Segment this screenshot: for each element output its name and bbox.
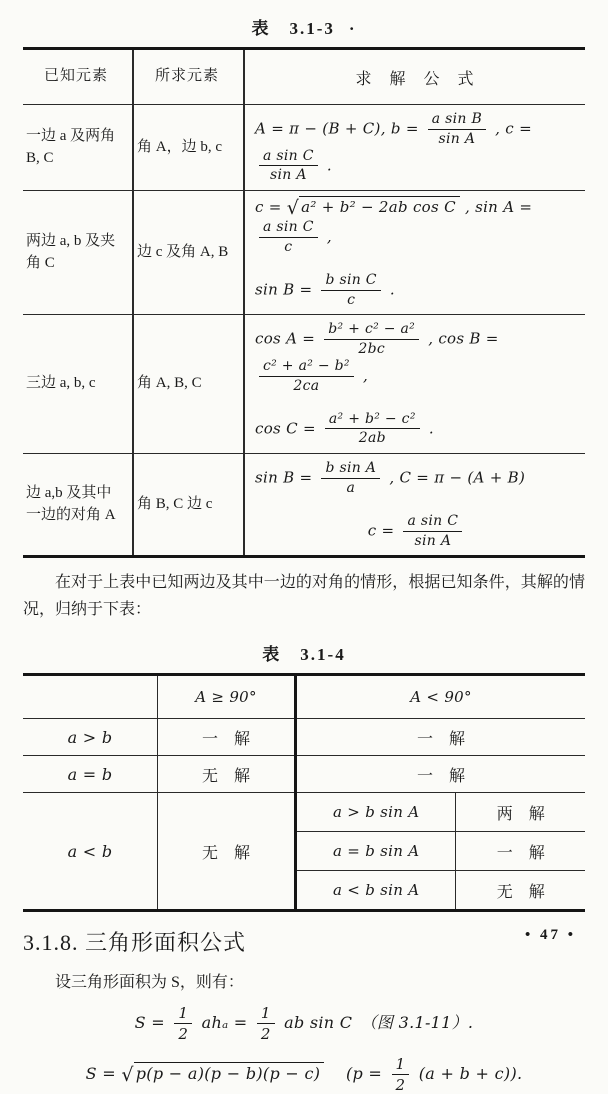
find-cell: 角 A，边 b, c — [133, 105, 244, 191]
fraction: $\frac{\text{a sin C}}{c}$ — [259, 219, 318, 256]
condition-cell: a < b — [23, 793, 158, 911]
fraction: $\frac{\text{a² + b² − c²}}{2ab}$ — [325, 411, 420, 448]
nested-condition: a < b sin A — [297, 871, 456, 909]
table-row — [23, 454, 585, 557]
header-solution-formula: 求 解 公 式 — [244, 49, 585, 105]
condition-cell: a = b — [23, 756, 158, 793]
formula-line — [255, 111, 579, 184]
formula-text: sin B = — [255, 280, 313, 299]
fraction: $\frac{\text{b sin C}}{c}$ — [321, 272, 380, 309]
header-a-lt-90: A < 90° — [296, 675, 586, 719]
find-cell: 角 A, B, C — [133, 315, 244, 454]
result-cell: 无 解 — [158, 756, 296, 793]
fraction: $\frac{1}{2}$ — [174, 1004, 192, 1043]
solution-cases-table — [23, 673, 585, 912]
result-cell: 一 解 — [296, 719, 586, 756]
section-heading: 3.1.8. 三角形面积公式 — [23, 930, 247, 956]
formula-text: cos A = — [255, 329, 316, 348]
formula-cell — [244, 191, 585, 315]
area-formula-1 — [23, 1004, 585, 1043]
formula-text: (p = — [329, 1064, 383, 1084]
fraction: $\frac{\text{b sin A}}{a}$ — [321, 460, 380, 497]
known-cell: 边 a,b 及其中一边的对角 A — [23, 454, 133, 557]
formula-text: c = — [255, 198, 287, 217]
header-known-elements: 已知元素 — [23, 49, 133, 105]
radical-sign: √ — [121, 1064, 134, 1087]
nested-condition: a > b sin A — [297, 793, 456, 831]
formula-text: cos C = — [255, 418, 316, 437]
formula-text: , — [362, 366, 369, 385]
formula-text: , c = — [495, 119, 532, 138]
table1-caption-text: 表 3.1-3 — [251, 19, 335, 38]
formula-line — [255, 411, 579, 448]
formula-text: S = — [85, 1064, 122, 1084]
table1-caption — [23, 14, 585, 39]
formula-text: A = π − (B + C), b = — [255, 119, 419, 138]
formula-text: sin B = — [255, 468, 313, 487]
formula-line — [255, 513, 579, 550]
radicand: a² + b² − 2ab cos C — [299, 196, 460, 216]
radical-sign: √ — [286, 197, 300, 220]
formula-line — [255, 272, 579, 309]
fraction: $\frac{1}{2}$ — [392, 1055, 410, 1094]
table-row — [23, 756, 585, 793]
nested-condition: a = b sin A — [297, 832, 456, 870]
result-cell: 无 解 — [158, 793, 296, 911]
table-header-row — [23, 49, 585, 105]
section-intro: 设三角形面积为 S，则有： — [55, 974, 244, 992]
radicand: p(p − a)(p − b)(p − c) — [134, 1062, 325, 1083]
fraction: $\frac{\text{a sin B}}{\text{sin A}}$ — [428, 111, 486, 148]
known-cell: 一边 a 及两角 B, C — [23, 105, 133, 191]
body-paragraph: 在对于上表中已知两边及其中一边的对角的情形，根据已知条件，其解的情况，归纳于下表： — [23, 574, 585, 619]
nested-result: 无 解 — [496, 883, 545, 901]
solution-formula-table — [23, 47, 585, 558]
formula-text: , — [326, 227, 332, 246]
result-cell: 一 解 — [158, 719, 296, 756]
condition-cell: a > b — [23, 719, 158, 756]
table-row — [23, 793, 585, 911]
table2-caption — [23, 640, 585, 665]
fraction: $\frac{\text{b² + c² − a²}}{2bc}$ — [324, 321, 419, 358]
fraction: $\frac{\text{a sin C}}{\text{sin A}}$ — [259, 148, 318, 185]
formula-cell — [244, 454, 585, 557]
formula-text: , C = π − (A + B) — [389, 468, 526, 487]
fraction: $\frac{1}{2}$ — [257, 1004, 275, 1043]
nested-result: 两 解 — [496, 805, 545, 823]
table-row — [23, 191, 585, 315]
fraction: $\frac{\text{c² + a² − b²}}{2ca}$ — [259, 358, 354, 395]
header-required-elements: 所求元素 — [133, 49, 244, 105]
table2-caption-text: 表 3.1-4 — [262, 645, 346, 665]
header-empty — [23, 675, 158, 719]
formula-text: ahₐ = — [201, 1013, 248, 1033]
fraction: $\frac{\text{a sin C}}{\text{sin A}}$ — [403, 513, 462, 550]
formula-cell — [244, 315, 585, 454]
formula-text: S = — [134, 1013, 166, 1033]
header-a-ge-90: A ≥ 90° — [158, 675, 296, 719]
formula-text: . — [326, 155, 332, 174]
table-row — [23, 719, 585, 756]
table-row — [23, 315, 585, 454]
formula-line — [255, 197, 579, 256]
formula-text: . — [389, 280, 395, 299]
find-cell: 边 c 及角 A, B — [133, 191, 244, 315]
nested-row — [297, 871, 585, 909]
nested-result: 一 解 — [496, 844, 545, 862]
formula-text: , cos B = — [428, 329, 499, 348]
find-cell: 角 B, C 边 c — [133, 454, 244, 557]
table-header-row — [23, 675, 585, 719]
formula-line — [255, 321, 579, 394]
formula-text: . — [428, 418, 434, 437]
known-cell: 两边 a, b 及夹角 C — [23, 191, 133, 315]
nested-row — [297, 793, 585, 832]
page-number: • 47 • — [524, 927, 576, 943]
table-row — [23, 105, 585, 191]
formula-line — [255, 460, 579, 497]
area-formula-2 — [23, 1055, 585, 1094]
formula-text: ab sin C （图 3.1-11）. — [284, 1013, 474, 1033]
formula-cell — [244, 105, 585, 191]
nested-cases-cell — [296, 793, 586, 911]
formula-text: c = — [367, 521, 395, 540]
caption-dot: · — [348, 19, 357, 38]
nested-row — [297, 832, 585, 871]
result-cell: 一 解 — [296, 756, 586, 793]
formula-text: , sin A = — [464, 198, 533, 217]
known-cell: 三边 a, b, c — [23, 315, 133, 454]
formula-text: (a + b + c)). — [418, 1064, 523, 1084]
